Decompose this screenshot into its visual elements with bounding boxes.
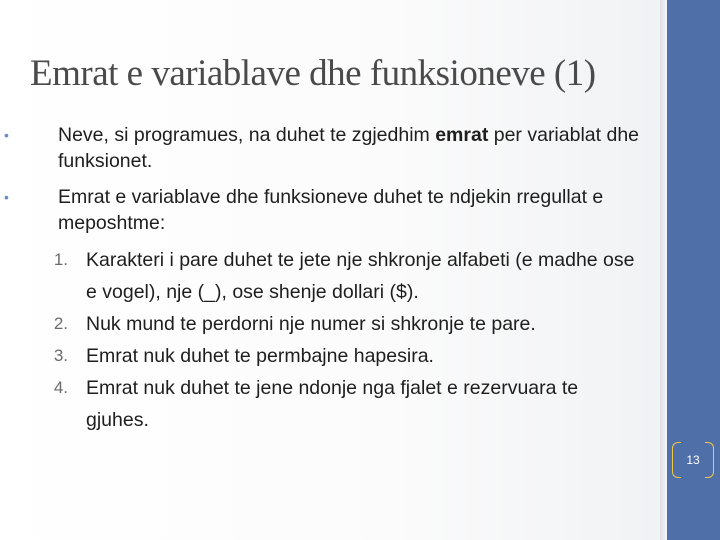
- rule-item-4: [42, 372, 642, 436]
- rule-number: 1.: [53, 250, 68, 269]
- rules-list: [42, 244, 642, 436]
- bullet-text: Neve, si programues, na duhet te zgjedhim: [58, 124, 436, 146]
- slide-title: Emrat e variablave dhe funksioneve (1): [30, 53, 596, 94]
- page-number-badge: [672, 442, 714, 478]
- bullet-item-1: [4, 122, 658, 174]
- rule-text: Karakteri i pare duhet te jete nje shkronje alfabeti (e madhe ose e vogel), nje (_), ose shenje dollari ($).: [86, 249, 635, 303]
- rule-number: 2.: [53, 314, 68, 333]
- rule-number: 4.: [53, 378, 68, 397]
- bracket-right-icon: [705, 442, 714, 478]
- page-number: 13: [686, 453, 700, 467]
- rule-text: Nuk mund te perdorni nje numer si shkronje te pare.: [86, 313, 536, 335]
- bullet-text: Emrat e variablave dhe funksioneve duhet te ndjekin rregullat e meposhtme:: [58, 186, 604, 234]
- rule-item-1: [42, 244, 642, 308]
- bracket-left-icon: [672, 442, 681, 478]
- bullet-item-2: [4, 184, 658, 236]
- rule-item-3: [42, 340, 642, 372]
- rule-item-2: [42, 308, 642, 340]
- rule-number: 3.: [53, 346, 68, 365]
- rule-text: Emrat nuk duhet te jene ndonje nga fjalet e rezervuara te gjuhes.: [86, 377, 579, 431]
- bullet-icon: •: [4, 127, 9, 143]
- bullet-emphasis: emrat: [435, 124, 489, 146]
- rule-text: Emrat nuk duhet te permbajne hapesira.: [86, 345, 434, 367]
- bullet-text-cont: per variablat dhe funksionet.: [58, 124, 640, 172]
- bullet-icon: •: [4, 189, 9, 205]
